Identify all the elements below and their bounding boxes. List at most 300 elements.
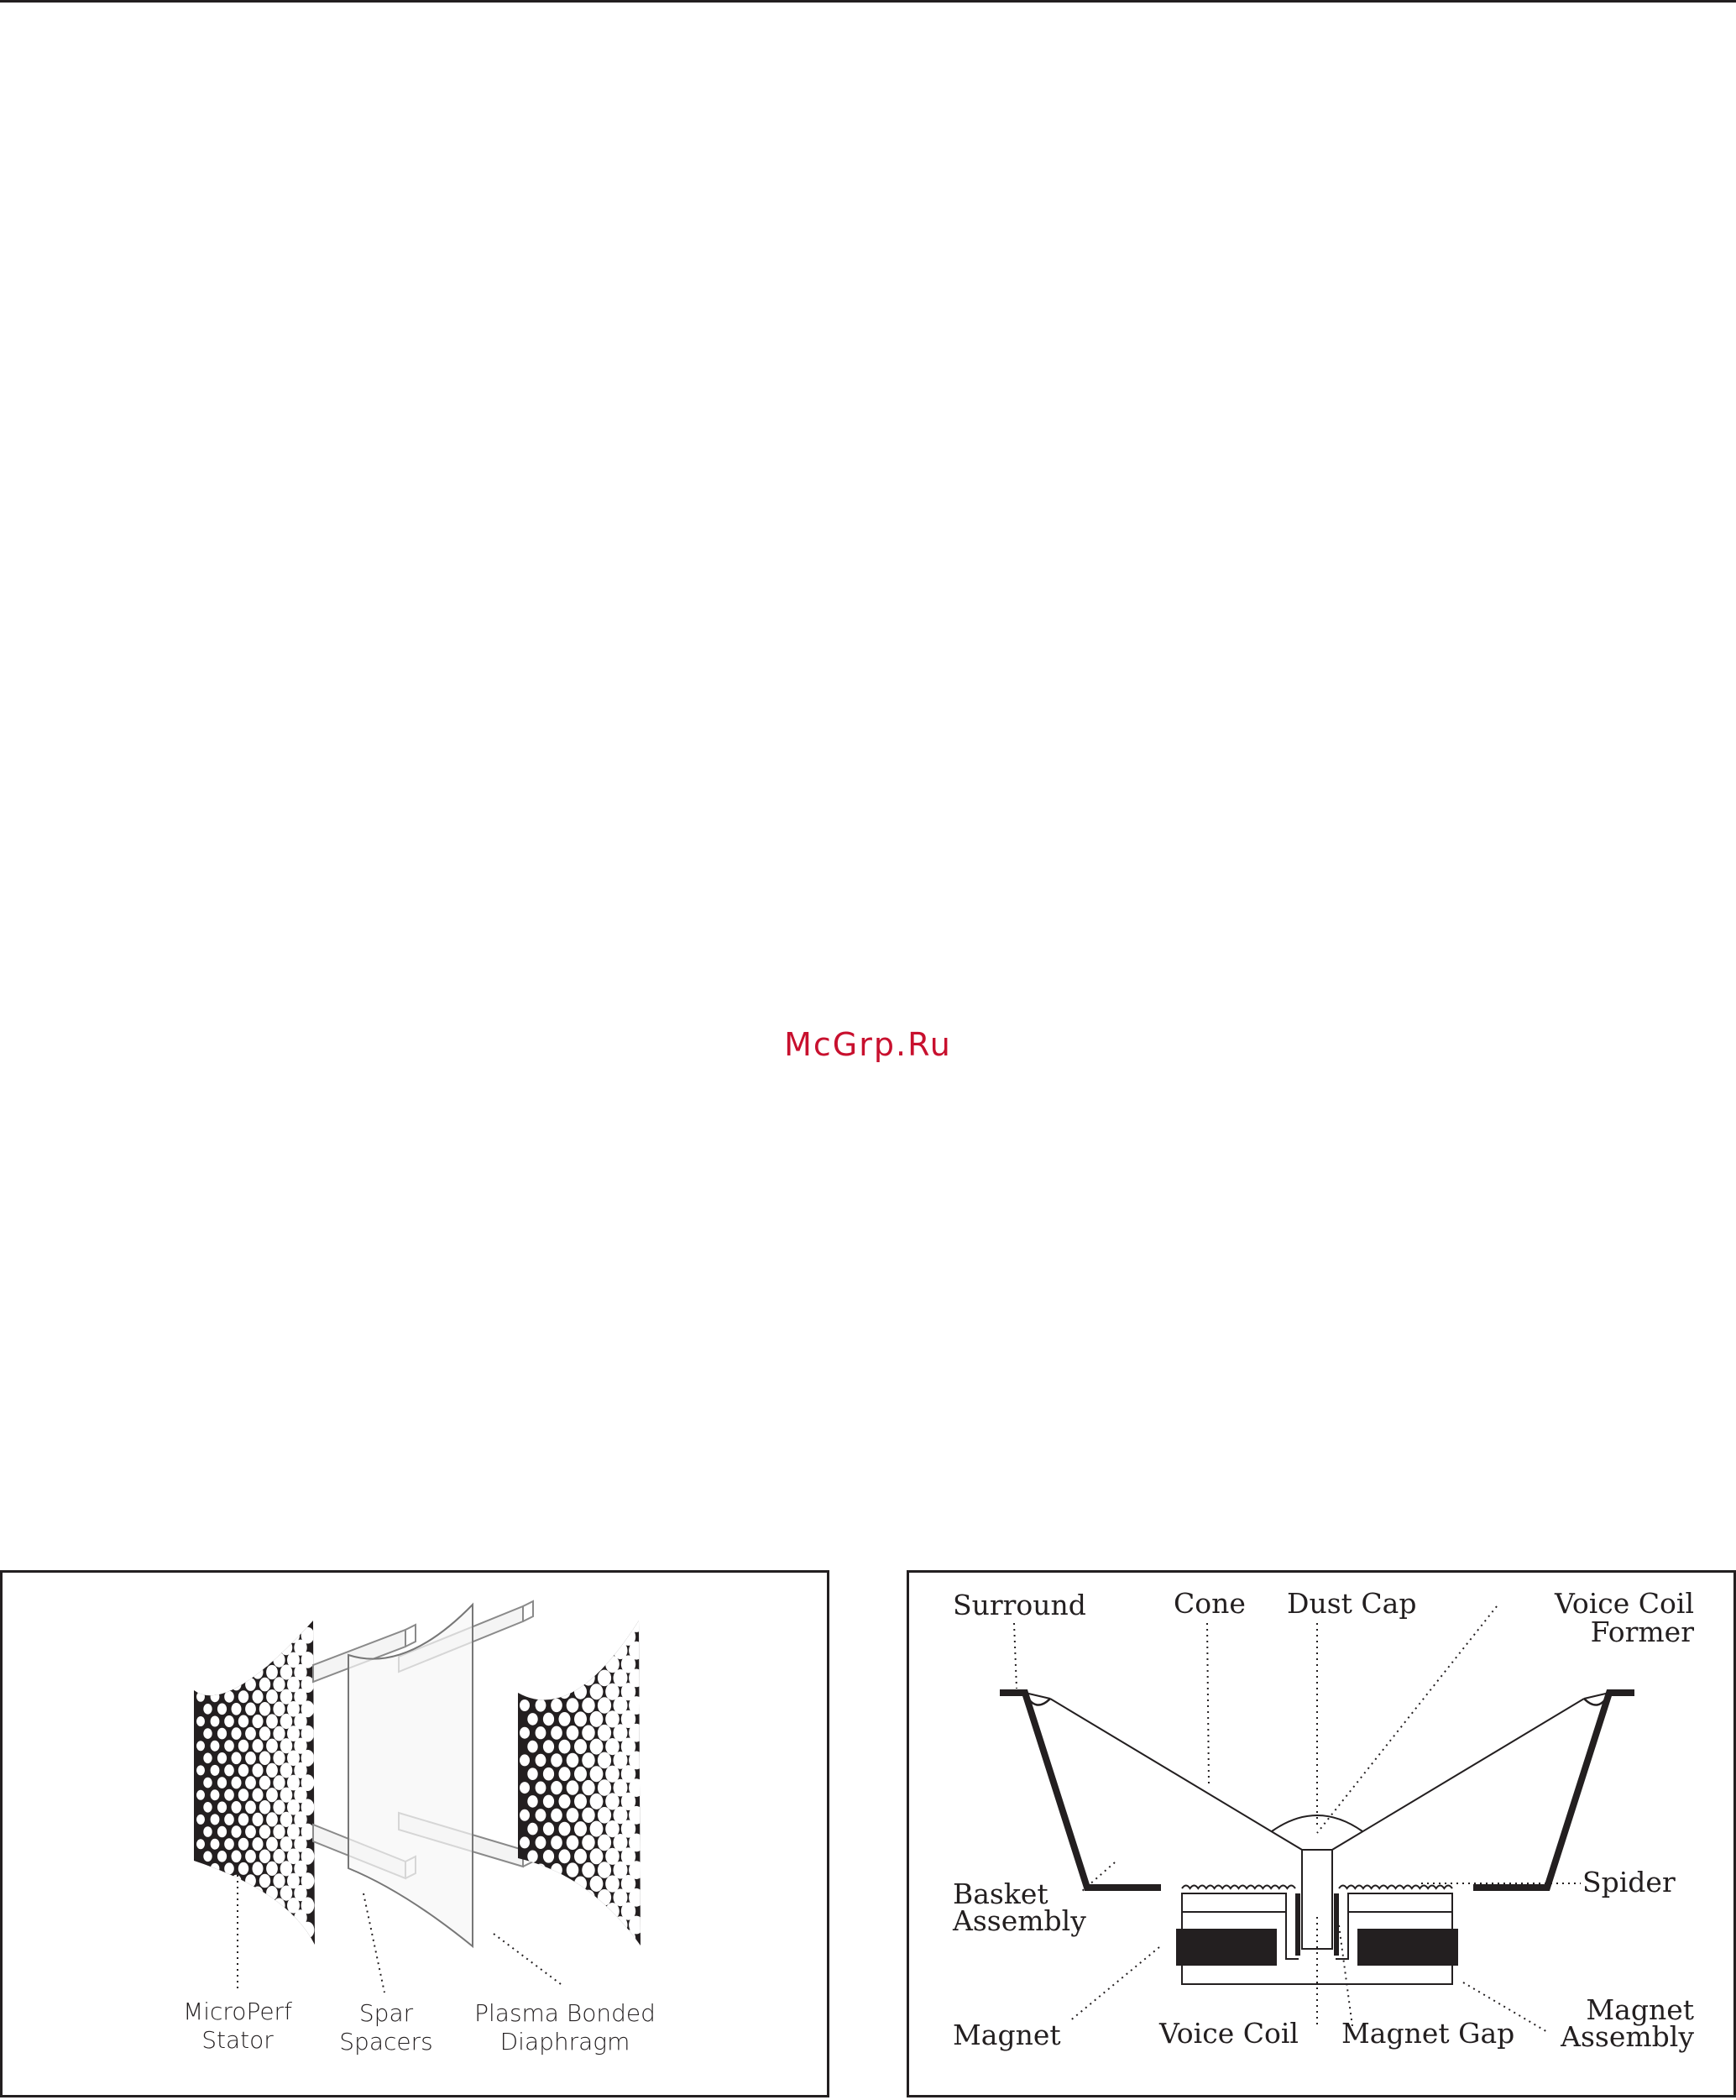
perforation-hole	[211, 1691, 220, 1702]
perforation-hole	[211, 1716, 220, 1727]
perforation-hole	[238, 1838, 248, 1851]
perforation-hole	[253, 1911, 264, 1925]
perforation-hole	[598, 1917, 611, 1934]
perforation-hole	[224, 1814, 234, 1825]
perforation-hole	[559, 1904, 571, 1919]
spider	[1182, 1886, 1452, 1889]
perforation-hole	[590, 1684, 604, 1699]
perforation-hole	[266, 1910, 278, 1925]
perforation-hole	[559, 1849, 571, 1863]
perforation-hole	[224, 1667, 234, 1678]
perforation-hole	[259, 1825, 270, 1839]
perforation-hole	[527, 1851, 537, 1863]
spacers-label-line1: Spar	[358, 1999, 414, 2027]
perforation-hole	[273, 1898, 285, 1914]
perforation-hole	[559, 1712, 571, 1726]
magnet-gap-label: Magnet Gap	[1341, 2017, 1515, 2050]
perforation-hole	[559, 1767, 571, 1781]
perforation-hole	[614, 1615, 628, 1632]
perforation-hole	[574, 1657, 587, 1672]
perforation-hole	[280, 1886, 293, 1901]
perforation-hole	[598, 1889, 611, 1906]
perforation-hole	[238, 1764, 248, 1777]
perforation-hole	[567, 1862, 579, 1877]
perforation-hole	[527, 1877, 537, 1890]
perforation-hole	[203, 1753, 212, 1764]
perforation-hole	[238, 1740, 248, 1752]
perforation-hole	[567, 1698, 579, 1712]
perforation-hole	[273, 1702, 285, 1717]
perforation-hole	[224, 1912, 234, 1924]
perforation-hole	[598, 1642, 611, 1659]
perforation-hole	[590, 1876, 604, 1892]
perforation-hole	[567, 1836, 579, 1850]
perforation-hole	[253, 1715, 264, 1728]
perforation-hole	[582, 1862, 594, 1877]
perforation-hole	[266, 1862, 278, 1876]
perforation-hole	[574, 1931, 587, 1946]
perforation-hole	[196, 1765, 205, 1775]
basket-assembly	[1000, 1693, 1634, 1888]
perforation-hole	[551, 1781, 562, 1794]
perforation-hole	[266, 1714, 278, 1728]
perforation-hole	[543, 1877, 554, 1891]
perforation-hole	[217, 1851, 227, 1862]
perforation-hole	[582, 1643, 594, 1658]
perforation-hole	[582, 1917, 594, 1932]
perforation-hole	[196, 1839, 205, 1849]
perforation-hole	[259, 1678, 270, 1692]
perforation-hole	[266, 1788, 278, 1802]
basket-label-line1: Basket	[953, 1877, 1048, 1910]
perforation-hole	[567, 1780, 579, 1794]
perforation-hole	[590, 1794, 604, 1809]
perforation-hole	[211, 1863, 220, 1874]
perforation-hole	[273, 1726, 285, 1741]
perforation-hole	[582, 1835, 594, 1850]
perforation-hole	[551, 1836, 562, 1849]
perforation-hole	[259, 1898, 270, 1913]
perforation-hole	[543, 1713, 554, 1726]
perforation-hole	[536, 1864, 546, 1877]
perforation-hole	[232, 1825, 242, 1838]
perforation-hole	[245, 1703, 256, 1716]
perforation-hole	[598, 1725, 611, 1741]
perforation-hole	[590, 1629, 604, 1645]
perforation-hole	[224, 1691, 234, 1703]
perforation-hole	[536, 1809, 546, 1821]
perforation-hole	[551, 1918, 562, 1931]
perforation-hole	[273, 1873, 285, 1888]
perforation-hole	[211, 1814, 220, 1825]
perforation-hole	[224, 1617, 234, 1629]
perforation-hole	[211, 1642, 220, 1653]
perforation-hole	[211, 1765, 220, 1776]
perforation-hole	[598, 1615, 611, 1631]
perforation-hole	[224, 1764, 234, 1776]
perforation-hole	[543, 1932, 554, 1946]
voice-coil-label: Voice Coil	[1159, 2017, 1299, 2050]
perforation-hole	[253, 1788, 264, 1802]
perforation-hole	[536, 1919, 546, 1931]
perforation-hole	[551, 1644, 562, 1657]
perforation-hole	[224, 1740, 234, 1752]
perforation-hole	[224, 1888, 234, 1899]
perforation-hole	[253, 1837, 264, 1851]
perforation-hole	[582, 1890, 594, 1905]
voice-coil-former	[1302, 1850, 1332, 1949]
basket-label-line2: Assembly	[953, 1904, 1086, 1937]
perforation-hole	[574, 1877, 587, 1892]
perforation-hole	[253, 1690, 264, 1704]
perforation-hole	[520, 1727, 530, 1739]
perforation-hole	[527, 1933, 537, 1946]
perforation-hole	[280, 1640, 293, 1655]
perforation-hole	[232, 1801, 242, 1814]
cone-label: Cone	[1174, 1587, 1246, 1620]
perforation-hole	[280, 1910, 293, 1925]
perforation-hole	[253, 1887, 264, 1900]
perforation-hole	[196, 1913, 205, 1923]
perforation-hole	[203, 1778, 212, 1788]
planar-panel-figure	[0, 1570, 829, 2097]
perforation-hole	[273, 1652, 285, 1668]
perforation-hole	[211, 1839, 220, 1850]
perforation-hole	[266, 1837, 278, 1851]
perforation-hole	[217, 1728, 227, 1740]
perforation-hole	[590, 1904, 604, 1919]
perforation-hole	[224, 1862, 234, 1874]
perforation-hole	[224, 1838, 234, 1850]
perforation-hole	[196, 1716, 205, 1726]
perforation-hole	[520, 1809, 530, 1821]
perforation-hole	[203, 1826, 212, 1837]
perforation-hole	[605, 1903, 620, 1919]
perforation-hole	[582, 1670, 594, 1685]
perforation-hole	[559, 1877, 571, 1891]
perforation-hole	[273, 1800, 285, 1815]
perforation-hole	[559, 1822, 571, 1836]
perforation-hole	[273, 1825, 285, 1840]
perforation-hole	[582, 1752, 594, 1767]
perforation-hole	[543, 1767, 554, 1781]
perforation-hole	[196, 1692, 205, 1702]
perforation-hole	[266, 1689, 278, 1704]
perforation-hole	[574, 1821, 587, 1836]
perforation-hole	[259, 1726, 270, 1741]
perforation-hole	[590, 1766, 604, 1782]
perforation-hole	[574, 1849, 587, 1864]
perforation-hole	[196, 1741, 205, 1751]
perforation-hole	[527, 1823, 537, 1836]
diaphragm-label-line2: Diaphragm	[499, 2028, 630, 2055]
perforation-hole	[551, 1726, 562, 1740]
perforation-hole	[527, 1685, 537, 1698]
perforation-hole	[203, 1655, 212, 1666]
perforation-hole	[280, 1762, 293, 1778]
perforation-hole	[196, 1790, 205, 1800]
perforation-hole	[543, 1740, 554, 1753]
perforation-hole	[266, 1886, 278, 1900]
perforation-hole	[621, 1930, 635, 1947]
perforation-hole	[238, 1813, 248, 1825]
perforation-hole	[253, 1739, 264, 1752]
perforation-hole	[259, 1923, 270, 1937]
leader-lines	[1014, 1606, 1581, 2033]
magnet-right	[1357, 1929, 1458, 1966]
perforation-hole	[543, 1904, 554, 1918]
perforation-hole	[527, 1795, 537, 1808]
perforation-hole	[543, 1795, 554, 1809]
perforation-hole	[196, 1618, 205, 1628]
perforation-hole	[211, 1912, 220, 1923]
perforation-hole	[551, 1699, 562, 1712]
perforation-hole	[543, 1850, 554, 1863]
perforation-hole	[280, 1616, 293, 1631]
perforation-hole	[196, 1668, 205, 1678]
perforation-hole	[259, 1752, 270, 1766]
perforation-hole	[211, 1789, 220, 1800]
perforation-hole	[238, 1788, 248, 1801]
perforation-hole	[266, 1812, 278, 1826]
perforation-hole	[598, 1752, 611, 1769]
perforation-hole	[217, 1777, 227, 1788]
perforation-hole	[574, 1684, 587, 1699]
perforation-hole	[232, 1899, 242, 1912]
perforation-hole	[259, 1800, 270, 1815]
perforation-hole	[574, 1711, 587, 1726]
planar-exploded-diagram	[3, 1573, 832, 2100]
perforation-hole	[211, 1888, 220, 1898]
perforation-hole	[238, 1911, 248, 1924]
perforation-hole	[598, 1697, 611, 1714]
perforation-hole	[259, 1702, 270, 1716]
perforation-hole	[203, 1876, 212, 1887]
perforation-hole	[273, 1775, 285, 1790]
perforation-hole	[245, 1653, 256, 1667]
perforation-hole	[551, 1809, 562, 1822]
perforation-hole	[582, 1808, 594, 1823]
perforation-hole	[527, 1905, 537, 1918]
perforation-hole	[582, 1698, 594, 1713]
perforation-hole	[217, 1752, 227, 1764]
perforation-hole	[217, 1678, 227, 1690]
perforation-hole	[536, 1891, 546, 1904]
perforation-hole	[559, 1684, 571, 1699]
magnet-left	[1176, 1929, 1277, 1966]
perforation-hole	[211, 1667, 220, 1678]
perforation-hole	[203, 1630, 212, 1641]
perforation-hole	[536, 1616, 546, 1629]
perforation-hole	[203, 1679, 212, 1690]
perforation-hole	[567, 1890, 579, 1904]
perforation-hole	[520, 1919, 530, 1931]
spider-label: Spider	[1582, 1866, 1676, 1898]
perforation-hole	[217, 1925, 227, 1936]
perforation-hole	[245, 1801, 256, 1815]
perforation-hole	[301, 1922, 315, 1939]
voice-coil-former-label-line1: Voice Coil	[1555, 1587, 1694, 1620]
perforation-hole	[203, 1925, 212, 1935]
perforation-hole	[520, 1645, 530, 1657]
perforation-hole	[582, 1780, 594, 1795]
perforation-hole	[273, 1628, 285, 1643]
perforation-hole	[527, 1631, 537, 1643]
perforation-hole	[287, 1922, 300, 1938]
perforation-hole	[536, 1782, 546, 1794]
perforation-hole	[598, 1835, 611, 1851]
perforation-hole	[559, 1657, 571, 1672]
stator-label-line2: Stator	[201, 2026, 274, 2054]
perforation-hole	[551, 1616, 562, 1630]
perforation-hole	[203, 1802, 212, 1813]
perforation-hole	[536, 1672, 546, 1684]
voice-coil-former-label-line2: Former	[1590, 1616, 1694, 1648]
perforation-hole	[567, 1753, 579, 1767]
perforation-hole	[574, 1904, 587, 1919]
perforation-hole	[203, 1900, 212, 1911]
perforation-hole	[203, 1704, 212, 1715]
perforation-hole	[536, 1644, 546, 1657]
perforation-hole	[253, 1813, 264, 1826]
perforation-hole	[232, 1777, 242, 1789]
perforation-hole	[217, 1875, 227, 1887]
perforation-hole	[551, 1891, 562, 1904]
perforation-hole	[196, 1888, 205, 1898]
perforation-hole	[217, 1900, 227, 1912]
perforation-hole	[245, 1899, 256, 1913]
perforation-hole	[590, 1848, 604, 1864]
perforation-hole	[590, 1821, 604, 1837]
watermark: McGrp.Ru	[784, 1026, 952, 1063]
perforation-hole	[520, 1782, 530, 1794]
perforation-hole	[567, 1671, 579, 1685]
perforation-hole	[232, 1629, 242, 1642]
perforation-hole	[266, 1763, 278, 1778]
perforation-hole	[520, 1836, 530, 1848]
magnet-assembly-label-line2: Assembly	[1561, 2020, 1694, 2053]
perforation-hole	[238, 1887, 248, 1899]
perforation-hole	[224, 1789, 234, 1801]
perforation-hole	[527, 1767, 537, 1780]
perforation-hole	[238, 1715, 248, 1728]
perforation-hole	[536, 1754, 546, 1767]
perforation-hole	[605, 1930, 620, 1947]
perforation-hole	[567, 1726, 579, 1740]
perforation-hole	[238, 1690, 248, 1703]
perforation-hole	[520, 1754, 530, 1766]
spacers-label-line2: Spacers	[339, 2028, 433, 2055]
perforation-hole	[253, 1616, 264, 1630]
perforation-hole	[559, 1931, 571, 1946]
perforation-hole	[203, 1851, 212, 1862]
perforation-hole	[245, 1850, 256, 1863]
perforation-hole	[559, 1630, 571, 1644]
perforation-hole	[224, 1715, 234, 1727]
perforation-hole	[217, 1704, 227, 1715]
perforation-hole	[259, 1850, 270, 1864]
perforation-hole	[590, 1657, 604, 1673]
magnet-label: Magnet	[953, 2019, 1061, 2051]
perforation-hole	[574, 1739, 587, 1754]
perforation-hole	[536, 1836, 546, 1849]
perforation-hole	[232, 1924, 242, 1936]
perforation-hole	[273, 1677, 285, 1692]
perforation-hole	[590, 1711, 604, 1727]
perforation-hole	[217, 1630, 227, 1642]
perforation-hole	[543, 1631, 554, 1644]
perforation-hole	[217, 1654, 227, 1666]
perforation-hole	[574, 1767, 587, 1782]
perforation-hole	[245, 1924, 256, 1937]
perforation-hole	[590, 1739, 604, 1755]
perforation-hole	[245, 1629, 256, 1642]
perforation-hole	[629, 1614, 644, 1632]
perforation-hole	[232, 1875, 242, 1888]
perforation-hole	[238, 1617, 248, 1630]
perforation-hole	[582, 1726, 594, 1741]
perforation-hole	[232, 1654, 242, 1667]
perforation-hole	[266, 1739, 278, 1753]
perforation-hole	[266, 1641, 278, 1655]
cone-driver-figure	[907, 1570, 1736, 2097]
perforation-hole	[567, 1616, 579, 1630]
perforation-hole	[245, 1874, 256, 1888]
perforation-hole	[598, 1807, 611, 1824]
perforation-hole	[203, 1728, 212, 1739]
perforation-hole	[211, 1741, 220, 1752]
perforation-hole	[598, 1779, 611, 1796]
perforation-hole	[543, 1822, 554, 1836]
perforation-hole	[245, 1678, 256, 1691]
surround-label: Surround	[953, 1589, 1086, 1621]
perforation-hole	[259, 1874, 270, 1888]
perforation-hole	[582, 1616, 594, 1631]
perforation-hole	[614, 1916, 628, 1934]
perforation-hole	[559, 1740, 571, 1754]
dust-cap-label: Dust Cap	[1287, 1587, 1417, 1620]
perforation-hole	[217, 1802, 227, 1814]
magnet-assembly-label-line1: Magnet	[1586, 1993, 1694, 2026]
perforation-hole	[238, 1666, 248, 1678]
perforation-hole	[273, 1849, 285, 1864]
perforation-hole	[224, 1642, 234, 1653]
perforation-hole	[238, 1862, 248, 1875]
perforation-hole	[520, 1892, 530, 1904]
perforation-hole	[520, 1699, 530, 1711]
perforation-hole	[196, 1642, 205, 1652]
perforation-hole	[294, 1615, 306, 1631]
perforation-hole	[551, 1863, 562, 1877]
perforation-hole	[567, 1808, 579, 1822]
perforation-hole	[245, 1825, 256, 1839]
perforation-hole	[266, 1665, 278, 1679]
perforation-hole	[598, 1670, 611, 1687]
diaphragm-label-line1: Plasma Bonded	[474, 1999, 656, 2027]
perforation-hole	[232, 1678, 242, 1691]
perforation-hole	[559, 1794, 571, 1809]
perforation-hole	[527, 1713, 537, 1726]
perforation-hole	[232, 1752, 242, 1765]
perforation-hole	[567, 1918, 579, 1932]
perforation-hole	[543, 1657, 554, 1671]
perforation-hole	[245, 1727, 256, 1741]
cone-driver-cross-section	[909, 1573, 1736, 2100]
perforation-hole	[232, 1727, 242, 1740]
perforation-hole	[273, 1751, 285, 1766]
perforation-hole	[520, 1672, 530, 1684]
perforation-hole	[217, 1826, 227, 1838]
